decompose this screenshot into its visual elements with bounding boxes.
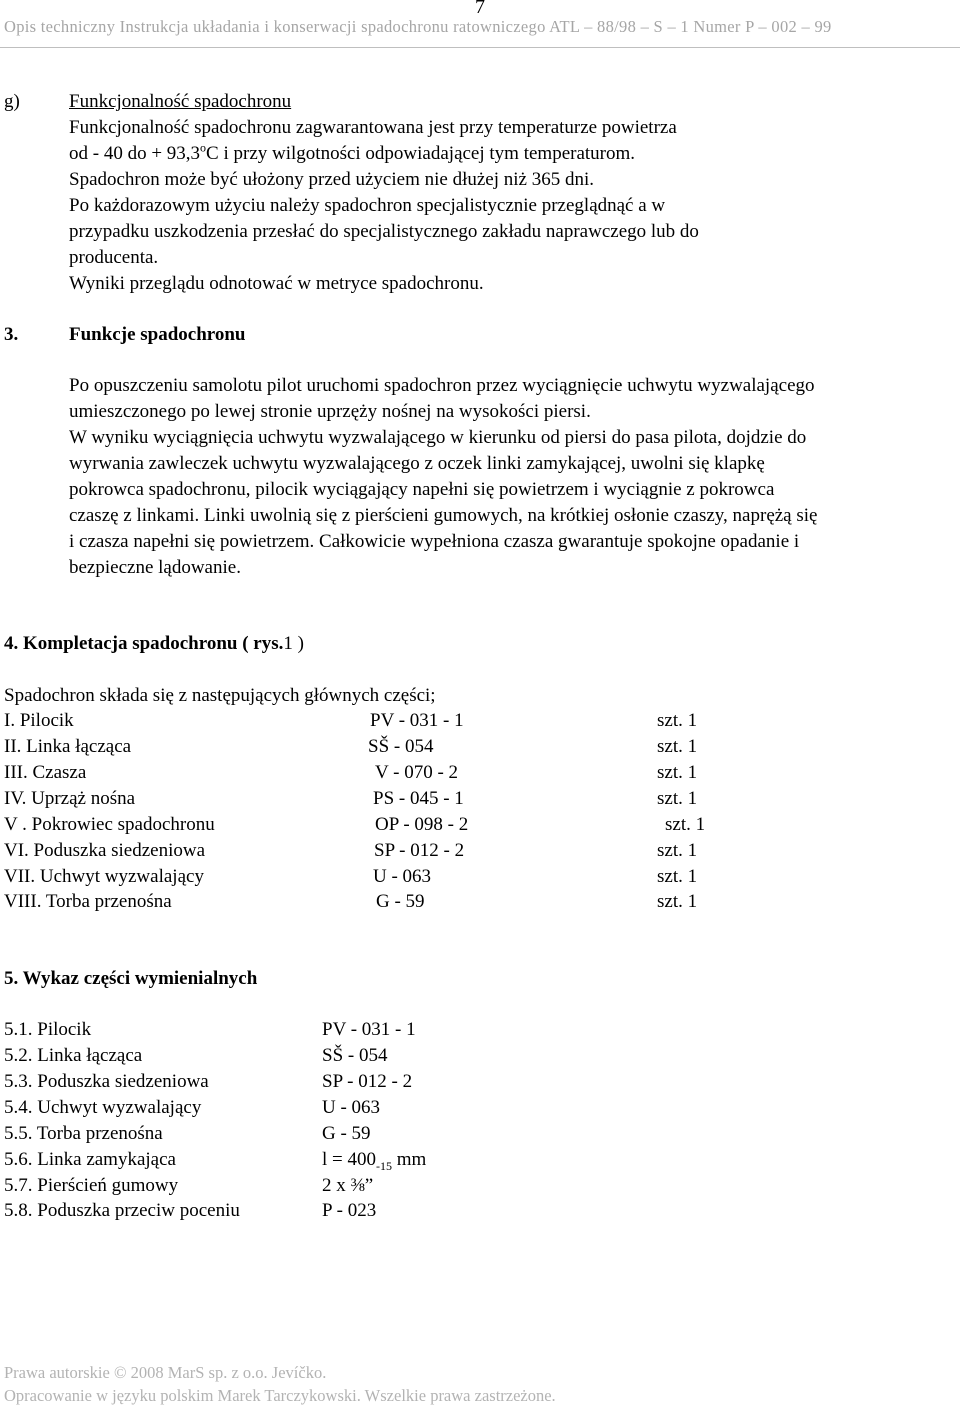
section-g-line: Wyniki przeglądu odnotować w metryce spadochronu. xyxy=(69,273,484,294)
part-name: VII. Uchwyt wyzwalający xyxy=(4,866,204,887)
part-qty: szt. 1 xyxy=(657,736,698,757)
parts-list-row xyxy=(4,760,698,786)
spare-part-row xyxy=(4,1173,374,1199)
temperature-range: od - 40 do + 93,3 xyxy=(69,143,201,164)
spare-part-name: 5.2. Linka łącząca xyxy=(4,1045,143,1066)
degree-superscript: o xyxy=(200,140,207,155)
section-g-line xyxy=(69,141,635,167)
parts-list-row xyxy=(4,786,698,812)
part-name: VI. Poduszka siedzeniowa xyxy=(4,840,206,861)
part-qty: szt. 1 xyxy=(657,891,698,912)
part-code: SŠ - 054 xyxy=(368,736,434,757)
spare-part-name: 5.3. Poduszka siedzeniowa xyxy=(4,1071,209,1092)
section-g-line: Spadochron może być ułożony przed użyciem nie dłużej niż 365 dni. xyxy=(69,169,594,190)
parts-list-row xyxy=(4,734,698,760)
closing-line-length: l = 400 xyxy=(322,1149,376,1170)
parts-list-row xyxy=(4,838,698,864)
copyright-line: Prawa autorskie © 2008 MarS sp. z o.o. Jevíčko. xyxy=(4,1363,327,1382)
part-code: OP - 098 - 2 xyxy=(375,814,469,835)
part-qty: szt. 1 xyxy=(657,840,698,861)
spare-part-code: PV - 031 - 1 xyxy=(322,1019,416,1040)
spare-part-row xyxy=(4,1121,371,1147)
header-divider xyxy=(0,47,960,48)
humidity-text: C i przy wilgotności odpowiadającej tym temperaturom. xyxy=(206,143,636,164)
parts-list-row xyxy=(4,708,698,734)
section-4-title-text: 4. Kompletacja spadochronu ( rys. xyxy=(4,633,284,654)
section-4-intro: Spadochron składa się z następujących głównych części; xyxy=(4,685,436,706)
section-4-title-suffix: 1 ) xyxy=(283,633,304,654)
tolerance-subscript: -15 xyxy=(376,1158,392,1173)
section-3-line: pokrowca spadochronu, pilocik wyciągający napełni się powietrzem i wyciągnie z pokrowca xyxy=(69,479,775,500)
part-name: VIII. Torba przenośna xyxy=(4,891,172,912)
spare-part-code: SŠ - 054 xyxy=(322,1045,388,1066)
spare-part-name: 5.8. Poduszka przeciw poceniu xyxy=(4,1200,240,1221)
parts-list-row xyxy=(4,864,698,890)
parts-list-row xyxy=(4,812,706,838)
part-code: G - 59 xyxy=(376,891,425,912)
section-5-title: 5. Wykaz części wymienialnych xyxy=(4,968,258,989)
part-qty: szt. 1 xyxy=(657,788,698,809)
part-qty: szt. 1 xyxy=(665,814,706,835)
section-4-title xyxy=(4,631,304,657)
part-name: V . Pokrowiec spadochronu xyxy=(4,814,215,835)
section-3-title: Funkcje spadochronu xyxy=(69,324,246,345)
section-g-line: Po każdorazowym użyciu należy spadochron specjalistycznie przeglądnąć a w xyxy=(69,195,666,216)
spare-part-code: G - 59 xyxy=(322,1123,371,1144)
spare-part-code xyxy=(322,1147,426,1173)
part-code: PV - 031 - 1 xyxy=(370,710,464,731)
spare-part-code: U - 063 xyxy=(322,1097,381,1118)
part-code: U - 063 xyxy=(373,866,432,887)
spare-part-row xyxy=(4,1198,377,1224)
document-header: Opis techniczny Instrukcja układania i konserwacji spadochronu ratowniczego ATL – 88/98 – S – 1 Numer P – 002 – 99 xyxy=(4,17,832,36)
translation-credit-line: Opracowanie w języku polskim Marek Tarczykowski. Wszelkie prawa zastrzeżone. xyxy=(4,1386,556,1405)
section-3-line: bezpieczne lądowanie. xyxy=(69,557,241,578)
spare-part-name: 5.4. Uchwyt wyzwalający xyxy=(4,1097,202,1118)
section-3-number: 3. xyxy=(4,324,19,345)
part-name: III. Czasza xyxy=(4,762,87,783)
spare-part-name: 5.5. Torba przenośna xyxy=(4,1123,163,1144)
section-3-line: W wyniku wyciągnięcia uchwytu wyzwalającego w kierunku od piersi do pasa pilota, dojdzie do xyxy=(69,427,807,448)
spare-part-code: SP - 012 - 2 xyxy=(322,1071,413,1092)
spare-part-row xyxy=(4,1017,416,1043)
spare-part-row xyxy=(4,1147,427,1173)
part-name: II. Linka łącząca xyxy=(4,736,132,757)
section-g-line: producenta. xyxy=(69,247,159,268)
page-number: 7 xyxy=(475,0,485,18)
part-qty: szt. 1 xyxy=(657,762,698,783)
part-qty: szt. 1 xyxy=(657,866,698,887)
part-code: PS - 045 - 1 xyxy=(373,788,464,809)
spare-part-code: 2 x ⅜” xyxy=(322,1175,374,1196)
section-3-line: i czasza napełni się powietrzem. Całkowicie wypełniona czasza gwarantuje spokojne opadanie i xyxy=(69,531,800,552)
spare-part-row xyxy=(4,1069,413,1095)
section-g-line: Funkcjonalność spadochronu zagwarantowana jest przy temperaturze powietrza xyxy=(69,117,677,138)
part-code: V - 070 - 2 xyxy=(375,762,459,783)
section-3-line: umieszczonego po lewej stronie uprzęży nośnej na wysokości piersi. xyxy=(69,401,591,422)
spare-part-name: 5.1. Pilocik xyxy=(4,1019,92,1040)
section-g-marker: g) xyxy=(4,91,20,112)
part-code: SP - 012 - 2 xyxy=(374,840,465,861)
section-g-title: Funkcjonalność spadochronu xyxy=(69,91,292,112)
part-name: IV. Uprząż nośna xyxy=(4,788,136,809)
spare-part-row xyxy=(4,1043,388,1069)
spare-part-row xyxy=(4,1095,381,1121)
part-qty: szt. 1 xyxy=(657,710,698,731)
section-3-line: wyrwania zawleczek uchwytu wyzwalającego z oczek linki zamykającej, uwolni się klapkę xyxy=(69,453,765,474)
parts-list-row xyxy=(4,889,698,915)
spare-part-code: P - 023 xyxy=(322,1200,377,1221)
section-3-line: czaszę z linkami. Linki uwolnią się z pierścieni gumowych, na krótkiej osłonie czaszy, naprężą się xyxy=(69,505,818,526)
section-3-line: Po opuszczeniu samolotu pilot uruchomi spadochron przez wyciągnięcie uchwytu wyzwalającego xyxy=(69,375,815,396)
spare-part-name: 5.7. Pierścień gumowy xyxy=(4,1175,179,1196)
section-g-line: przypadku uszkodzenia przesłać do specjalistycznego zakładu naprawczego lub do xyxy=(69,221,699,242)
part-name: I. Pilocik xyxy=(4,710,74,731)
unit-text: mm xyxy=(392,1149,427,1170)
spare-part-name: 5.6. Linka zamykająca xyxy=(4,1149,176,1170)
